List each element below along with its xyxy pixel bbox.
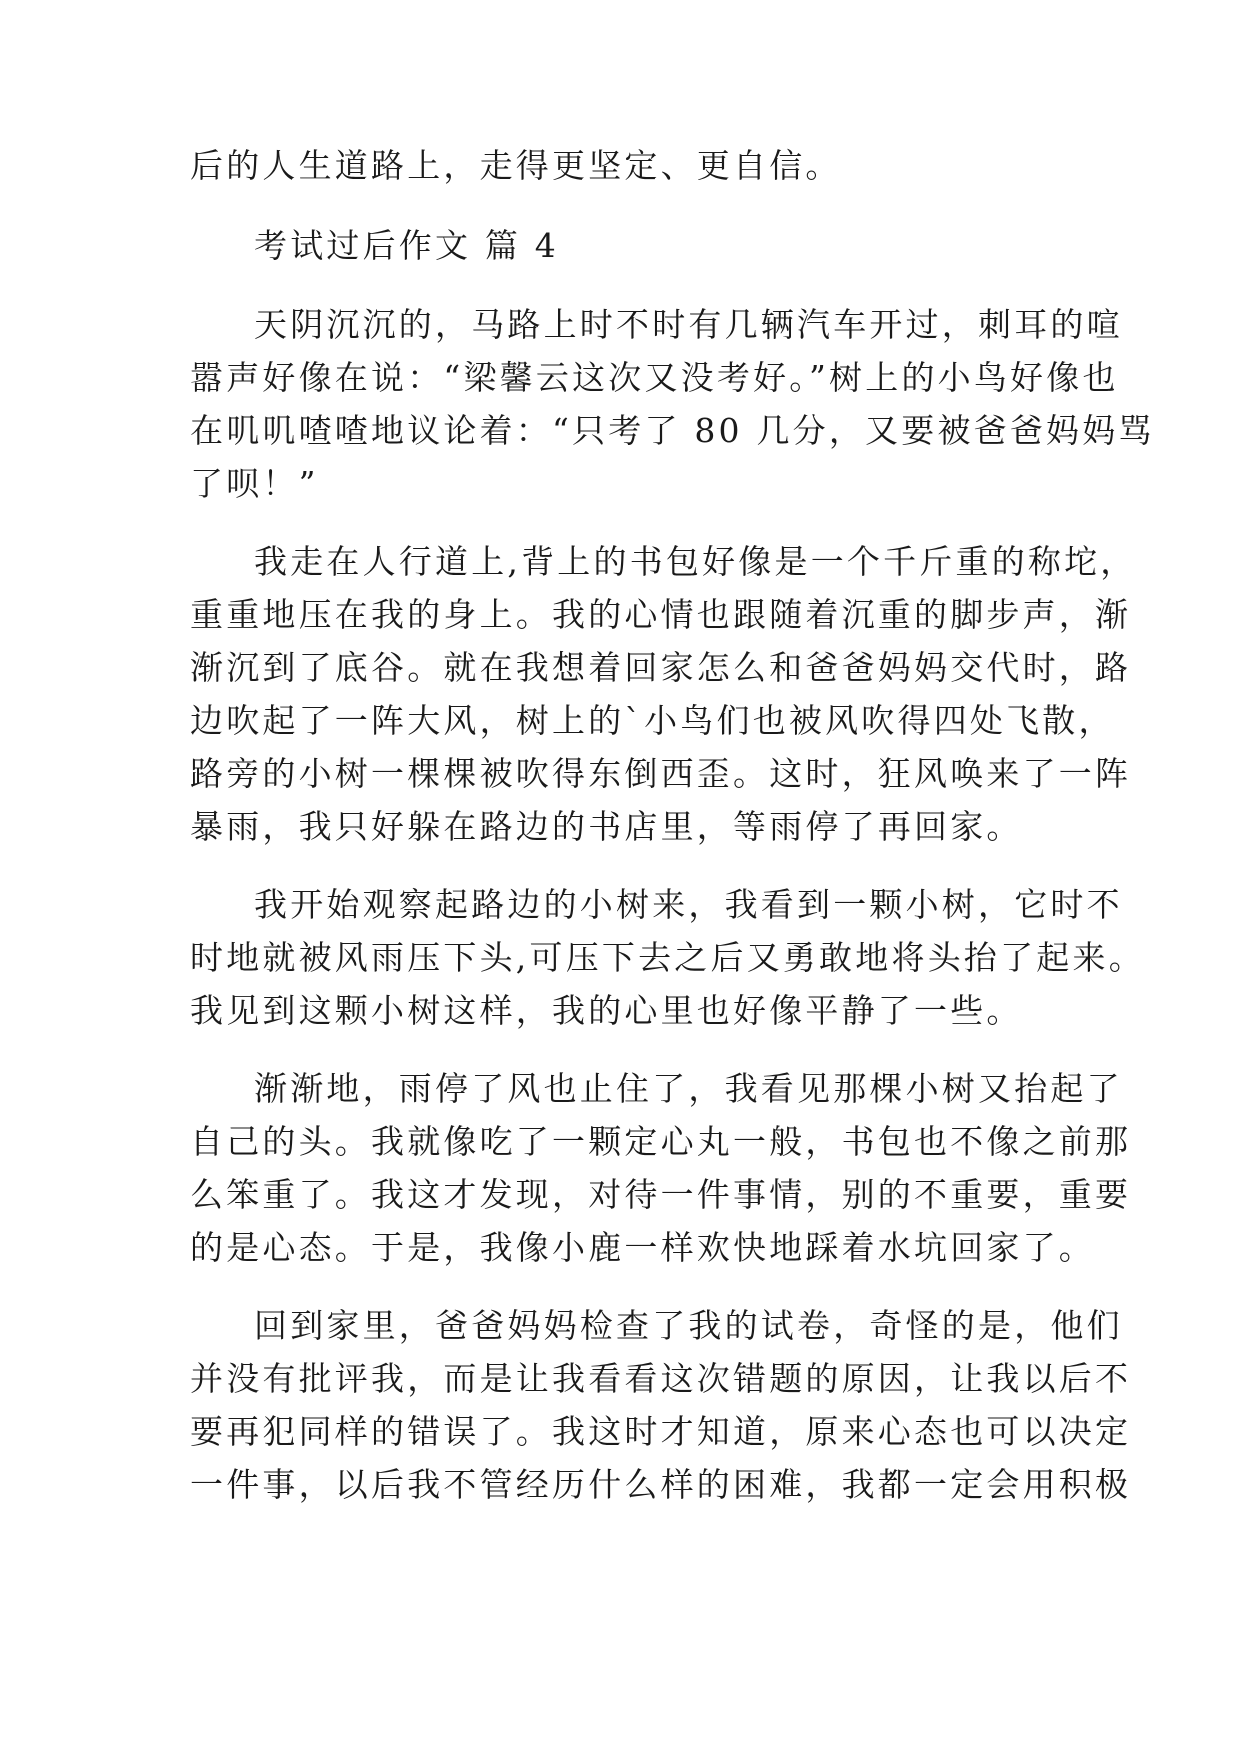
section-heading: 考试过后作文 篇 4 — [254, 226, 559, 265]
text-line: 路旁的小树一棵棵被吹得东倒西歪。这时，狂风唤来了一阵 — [190, 754, 1132, 793]
text-line: 我走在人行道上,背上的书包好像是一个千斤重的称坨， — [254, 542, 1137, 581]
text-line: 渐渐地，雨停了风也止住了，我看见那棵小树又抬起了 — [254, 1069, 1123, 1108]
text-line: 要再犯同样的错误了。我这时才知道，原来心态也可以决定 — [190, 1412, 1132, 1451]
text-line: 一件事，以后我不管经历什么样的困难，我都一定会用积极 — [190, 1465, 1132, 1504]
text-line: 我见到这颗小树这样，我的心里也好像平静了一些。 — [190, 991, 1023, 1030]
text-line: 嚣声好像在说：“梁馨云这次又没考好。”树上的小鸟好像也 — [190, 358, 1119, 397]
text-line: 么笨重了。我这才发现，对待一件事情，别的不重要，重要 — [190, 1175, 1132, 1214]
text-line: 的是心态。于是，我像小鹿一样欢快地踩着水坑回家了。 — [190, 1228, 1095, 1267]
text-line: 在叽叽喳喳地议论着：“只考了 80 几分，又要被爸爸妈妈骂 — [190, 411, 1155, 450]
text-line: 了呗！” — [190, 464, 319, 503]
text-line: 并没有批评我，而是让我看看这次错题的原因，让我以后不 — [190, 1359, 1132, 1398]
text-line: 重重地压在我的身上。我的心情也跟随着沉重的脚步声，渐 — [190, 595, 1132, 634]
text-line: 我开始观察起路边的小树来，我看到一颗小树，它时不 — [254, 885, 1123, 924]
text-line: 后的人生道路上，走得更坚定、更自信。 — [190, 146, 842, 185]
text-line: 天阴沉沉的，马路上时不时有几辆汽车开过，刺耳的喧 — [254, 305, 1123, 344]
text-line: 自己的头。我就像吃了一颗定心丸一般，书包也不像之前那 — [190, 1122, 1132, 1161]
text-line: 时地就被风雨压下头,可压下去之后又勇敢地将头抬了起来。 — [190, 938, 1145, 977]
text-line: 边吹起了一阵大风，树上的`小鸟们也被风吹得四处飞散， — [190, 701, 1115, 740]
text-line: 暴雨，我只好躲在路边的书店里，等雨停了再回家。 — [190, 807, 1023, 846]
text-line: 回到家里，爸爸妈妈检查了我的试卷，奇怪的是，他们 — [254, 1306, 1123, 1345]
text-line: 渐沉到了底谷。就在我想着回家怎么和爸爸妈妈交代时，路 — [190, 648, 1132, 687]
